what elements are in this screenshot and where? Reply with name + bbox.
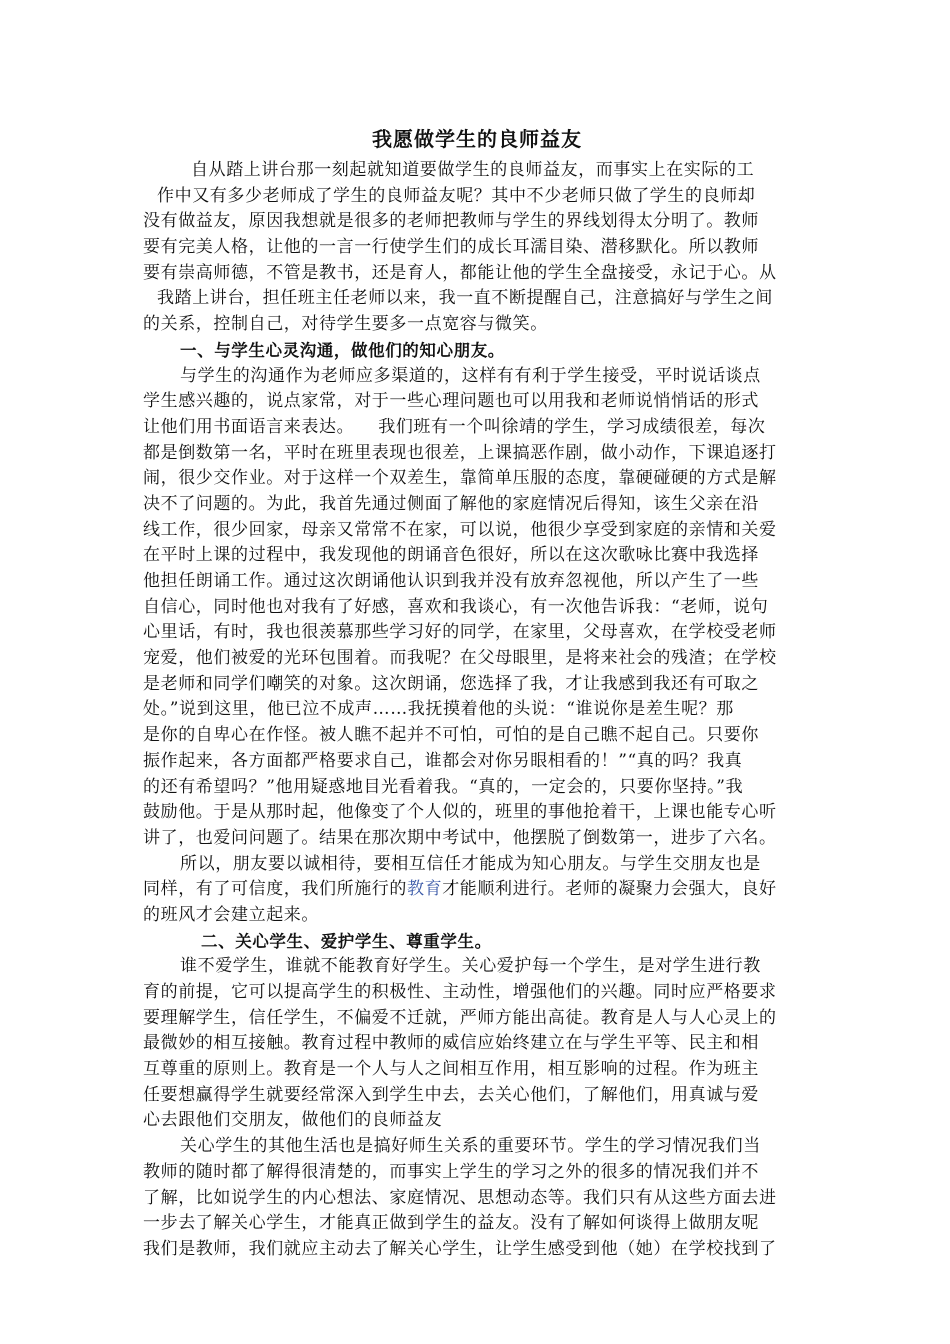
paragraph-line: 最微妙的相互接触。教育过程中教师的威信应始终建立在与学生平等、民主和相 — [143, 1033, 759, 1054]
paragraph-line: 任要想赢得学生就要经常深入到学生中去，去关心他们，了解他们，用真诚与爱 — [143, 1084, 759, 1105]
paragraph-line: 没有做益友，原因我想就是很多的老师把教师与学生的界线划得太分明了。教师 — [143, 211, 759, 232]
paragraph-line: 教师的随时都了解得很清楚的，而事实上学生的学习之外的很多的情况我们并不 — [143, 1161, 759, 1182]
paragraph-line: 决不了问题的。为此，我首先通过侧面了解他的家庭情况后得知，该生父亲在沿 — [143, 493, 759, 514]
paragraph-line: 学生感兴趣的，说点家常，对于一些心理问题也可以用我和老师说悄悄话的形式 — [143, 391, 759, 412]
section-heading-2: 二、关心学生、爱护学生、尊重学生。 — [201, 931, 492, 951]
paragraph-line: 要有崇高师德，不管是教书，还是育人，都能让他的学生全盘接受，永记于心。从 — [143, 262, 777, 283]
paragraph-line: 育的前提，它可以提高学生的积极性、主动性，增强他们的兴趣。同时应严格要求 — [143, 982, 777, 1002]
paragraph-line: 要理解学生，信任学生，不偏爱不迁就，严师方能出高徒。教育是人与人心灵上的 — [143, 1007, 777, 1028]
paragraph-line: 谁不爱学生，谁就不能教育好学生。关心爱护每一个学生，是对学生进行教 — [180, 956, 761, 977]
paragraph-line: 的班风才会建立起来。 — [143, 904, 319, 925]
paragraph-line: 振作起来，各方面都严格要求自己，谁都会对你另眼相看的！”“真的吗？我真 — [143, 750, 743, 771]
paragraph-line: 心里话，有时，我也很羡慕那些学习好的同学，在家里，父母喜欢，在学校受老师 — [143, 622, 777, 643]
paragraph-line: 宠爱，他们被爱的光环包围着。而我呢？在父母眼里，是将来社会的残渣；在学校 — [143, 648, 777, 669]
paragraph-line: 让他们用书面语言来表达。 我们班有一个叫徐靖的学生，学习成绩很差，每次 — [143, 416, 766, 437]
paragraph-line: 是你的自卑心在作怪。被人瞧不起并不可怕，可怕的是自己瞧不起自己。只要你 — [143, 725, 759, 746]
document-title: 我愿做学生的良师益友 — [372, 127, 582, 151]
paragraph-line: 关心学生的其他生活也是搞好师生关系的重要环节。学生的学习情况我们当 — [180, 1136, 761, 1157]
paragraph-line: 所以，朋友要以诚相待，要相互信任才能成为知心朋友。与学生交朋友也是 — [180, 853, 761, 874]
paragraph-line: 与学生的沟通作为老师应多渠道的，这样有有利于学生接受，平时说话谈点 — [180, 365, 761, 386]
paragraph-line: 处。”说到这里，他已泣不成声……我抚摸着他的头说：“谁说你是差生呢？那 — [143, 699, 734, 720]
paragraph-line: 闹，很少交作业。对于这样一个双差生，靠简单压服的态度，靠硬碰硬的方式是解 — [143, 468, 777, 489]
section-heading-1: 一、与学生心灵沟通，做他们的知心朋友。 — [180, 340, 505, 360]
document-page — [143, 122, 811, 1263]
paragraph-line: 自信心，同时他也对我有了好感，喜欢和我谈心，有一次他告诉我：“老师，说句 — [143, 596, 769, 617]
paragraph-line: 的关系，控制自己，对待学生要多一点宽容与微笑。 — [143, 314, 548, 335]
paragraph-line: 的还有希望吗？”他用疑惑地目光看着我。“真的，一定会的，只要你坚持。”我 — [143, 776, 744, 797]
paragraph-line: 了解，比如说学生的内心想法、家庭情况、思想动态等。我们只有从这些方面去进 — [143, 1187, 777, 1208]
paragraph-line: 线工作，很少回家，母亲又常常不在家，可以说，他很少享受到家庭的亲情和关爱 — [143, 519, 777, 540]
paragraph-line: 心去跟他们交朋友，做他们的良师益友 — [143, 1110, 443, 1131]
paragraph-line: 都是倒数第一名，平时在班里表现也很差，上课搞恶作剧，做小动作，下课追逐打 — [143, 442, 777, 463]
paragraph-line: 自从踏上讲台那一刻起就知道要做学生的良师益友，而事实上在实际的工 — [191, 160, 755, 180]
paragraph-line: 讲了，也爱问问题了。结果在那次期中考试中，他摆脱了倒数第一，进步了六名。 — [143, 827, 777, 848]
paragraph-text: 同样，有了可信度，我们所施行的 — [143, 879, 407, 900]
paragraph-line: 我们是教师，我们就应主动去了解关心学生，让学生感受到他（她）在学校找到了 — [143, 1238, 777, 1259]
paragraph-line: 我踏上讲台，担任班主任老师以来，我一直不断提醒自己，注意搞好与学生之间 — [157, 288, 773, 309]
paragraph-line: 要有完美人格，让他的一言一行使学生们的成长耳濡目染、潜移默化。所以教师 — [143, 237, 759, 258]
paragraph-line: 在平时上课的过程中，我发现他的朗诵音色很好，所以在这次歌咏比赛中我选择 — [143, 545, 759, 566]
paragraph-text: 才能顺利进行。老师的凝聚力会强大，良好 — [442, 879, 777, 900]
paragraph-line: 互尊重的原则上。教育是一个人与人之间相互作用，相互影响的过程。作为班主 — [143, 1059, 759, 1080]
paragraph-line: 作中又有多少老师成了学生的良师益友呢？其中不少老师只做了学生的良师却 — [157, 185, 756, 206]
education-link[interactable]: 教育 — [407, 879, 443, 900]
paragraph-line: 一步去了解关心学生，才能真正做到学生的益友。没有了解如何谈得上做朋友呢 — [143, 1213, 759, 1234]
paragraph-line-with-link — [143, 877, 811, 903]
paragraph-line: 是老师和同学们嘲笑的对象。这次朗诵，您选择了我，才让我感到我还有可取之 — [143, 673, 759, 694]
paragraph-line: 他担任朗诵工作。通过这次朗诵他认识到我并没有放弃忽视他，所以产生了一些 — [143, 571, 759, 591]
paragraph-line: 鼓励他。于是从那时起，他像变了个人似的，班里的事他抢着干，上课也能专心听 — [143, 802, 777, 823]
